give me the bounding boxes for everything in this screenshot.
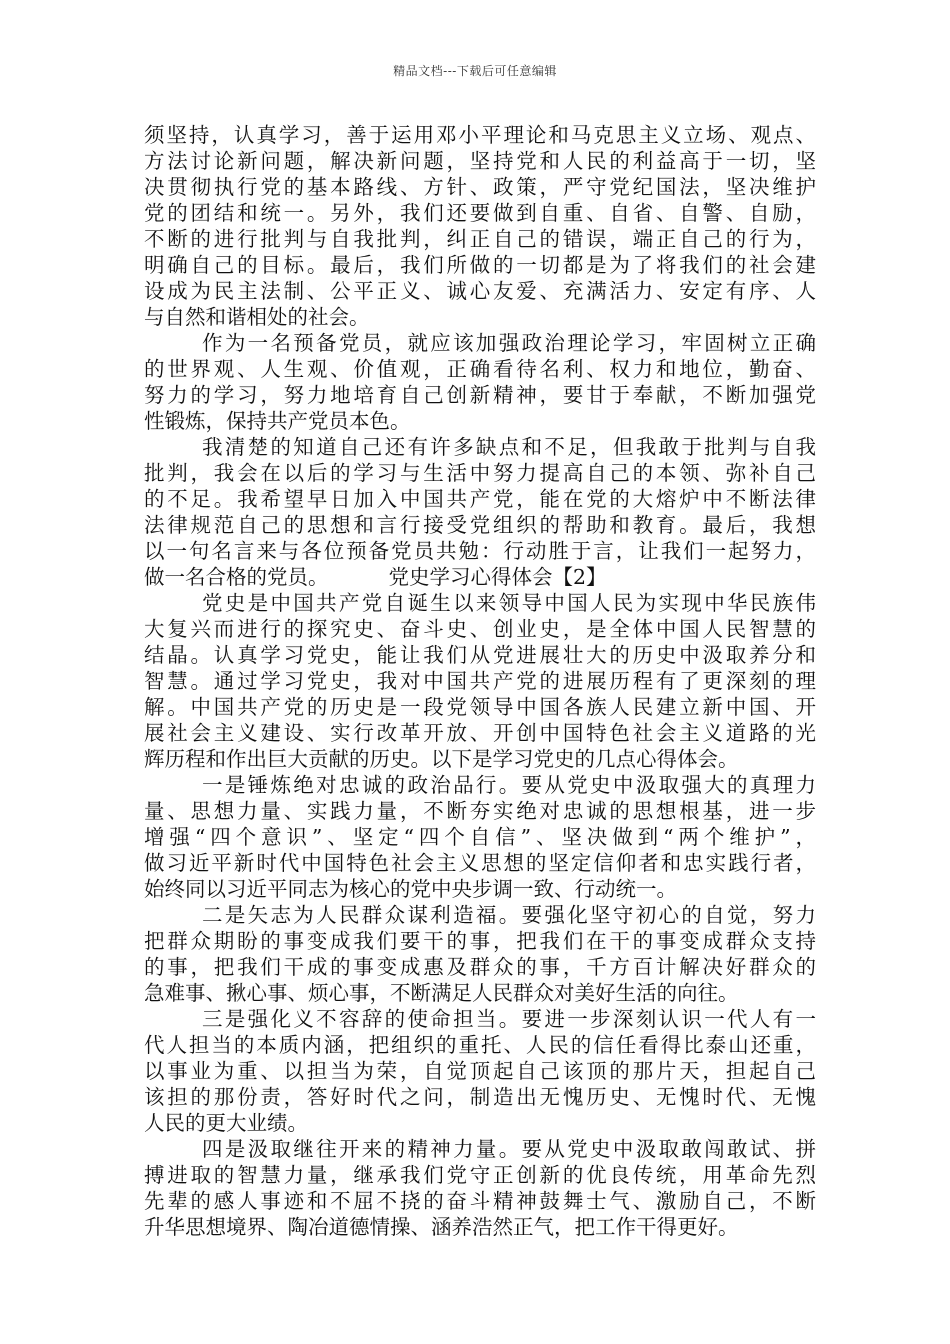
text-line: 决贯彻执行党的基本路线、方针、政策，严守党纪国法，坚决维护 bbox=[144, 175, 816, 199]
paragraph-start: 三是强化义不容辞的使命担当。要进一步深刻认识一代人有一 bbox=[202, 1007, 816, 1031]
text-line: 批判，我会在以后的学习与生活中努力提高自己的本领、弥补自己 bbox=[144, 461, 816, 485]
section-heading: 党史学习心得体会【2】 bbox=[388, 565, 607, 589]
text-line: 性锻炼，保持共产党员本色。 bbox=[144, 409, 411, 433]
text-line: 始终同以习近平同志为核心的党中央步调一致、行动统一。 bbox=[144, 877, 677, 901]
document-body bbox=[144, 122, 816, 1240]
text-line: 大复兴而进行的探究史、奋斗史、创业史，是全体中国人民智慧的 bbox=[144, 617, 816, 641]
text-line: 与自然和谐相处的社会。 bbox=[144, 305, 370, 329]
text-line: 以事业为重、以担当为荣，自觉顶起自己该顶的那片天，担起自己 bbox=[144, 1059, 816, 1083]
text-line: 不断的进行批判与自我批判，纠正自己的错误，端正自己的行为， bbox=[144, 227, 816, 251]
text-line: 明确自己的目标。最后，我们所做的一切都是为了将我们的社会建 bbox=[144, 253, 816, 277]
text-line: 展社会主义建设、实行改革开放、开创中国特色社会主义道路的光 bbox=[144, 721, 816, 745]
paragraph-start: 四是汲取继往开来的精神力量。要从党史中汲取敢闯敢试、拼 bbox=[202, 1137, 816, 1161]
text-line: 的不足。我希望早日加入中国共产党，能在党的大熔炉中不断法律 bbox=[144, 487, 816, 511]
text-line: 量、思想力量、实践力量，不断夯实绝对忠诚的思想根基，进一步 bbox=[144, 799, 816, 823]
text-line: 先辈的感人事迹和不屈不挠的奋斗精神鼓舞士气、激励自己，不断 bbox=[144, 1189, 816, 1213]
paragraph-start: 一是锤炼绝对忠诚的政治品行。要从党史中汲取强大的真理力 bbox=[202, 773, 816, 797]
text-line: 辉历程和作出巨大贡献的历史。以下是学习党史的几点心得体会。 bbox=[144, 747, 739, 771]
text-line: 法律规范自己的思想和言行接受党组织的帮助和教育。最后，我想 bbox=[144, 513, 816, 537]
text-line: 搏进取的智慧力量，继承我们党守正创新的优良传统，用革命先烈 bbox=[144, 1163, 816, 1187]
text-line: 须坚持，认真学习，善于运用邓小平理论和马克思主义立场、观点、 bbox=[144, 123, 816, 147]
text-line: 人民的更大业绩。 bbox=[144, 1111, 308, 1135]
text-line: 增强“四个意识”、坚定“四个自信”、坚决做到“两个维护”， bbox=[144, 825, 816, 849]
paragraph-start: 党史是中国共产党自诞生以来领导中国人民为实现中华民族伟 bbox=[202, 591, 816, 615]
text-line: 该担的那份责，答好时代之问，制造出无愧历史、无愧时代、无愧 bbox=[144, 1085, 816, 1109]
page-header: 精品文档---下载后可任意编辑 bbox=[393, 64, 557, 78]
text-line-with-heading bbox=[144, 564, 816, 590]
paragraph-start: 二是矢志为人民群众谋利造福。要强化坚守初心的自觉，努力 bbox=[202, 903, 816, 927]
text-line: 代人担当的本质内涵，把组织的重托、人民的信任看得比泰山还重， bbox=[144, 1033, 816, 1057]
text-line: 做习近平新时代中国特色社会主义思想的坚定信仰者和忠实践行者， bbox=[144, 851, 816, 875]
text-line: 把群众期盼的事变成我们要干的事，把我们在干的事变成群众支持 bbox=[144, 929, 816, 953]
text-fragment: 做一名合格的党员。 bbox=[144, 565, 329, 589]
text-line: 结晶。认真学习党史，能让我们从党进展壮大的历史中汲取养分和 bbox=[144, 643, 816, 667]
text-line: 方法讨论新问题，解决新问题，坚持党和人民的利益高于一切，坚 bbox=[144, 149, 816, 173]
text-line: 党的团结和统一。另外，我们还要做到自重、自省、自警、自励， bbox=[144, 201, 816, 225]
text-line: 急难事、揪心事、烦心事，不断满足人民群众对美好生活的向往。 bbox=[144, 981, 739, 1005]
text-line: 以一句名言来与各位预备党员共勉：行动胜于言，让我们一起努力， bbox=[144, 539, 816, 563]
text-line: 升华思想境界、陶冶道德情操、涵养浩然正气，把工作干得更好。 bbox=[144, 1215, 739, 1239]
text-line: 的世界观、人生观、价值观，正确看待名利、权力和地位，勤奋、 bbox=[144, 357, 816, 381]
paragraph-start: 我清楚的知道自己还有许多缺点和不足，但我敢于批判与自我 bbox=[202, 435, 816, 459]
text-line: 设成为民主法制、公平正义、诚心友爱、充满活力、安定有序、人 bbox=[144, 279, 816, 303]
paragraph-start: 作为一名预备党员，就应该加强政治理论学习，牢固树立正确 bbox=[202, 331, 816, 355]
text-line: 智慧。通过学习党史，我对中国共产党的进展历程有了更深刻的理 bbox=[144, 669, 816, 693]
text-line: 解。中国共产党的历史是一段党领导中国各族人民建立新中国、开 bbox=[144, 695, 816, 719]
text-line: 的事，把我们干成的事变成惠及群众的事，千方百计解决好群众的 bbox=[144, 955, 816, 979]
text-line: 努力的学习，努力地培育自己创新精神，要甘于奉献，不断加强党 bbox=[144, 383, 816, 407]
